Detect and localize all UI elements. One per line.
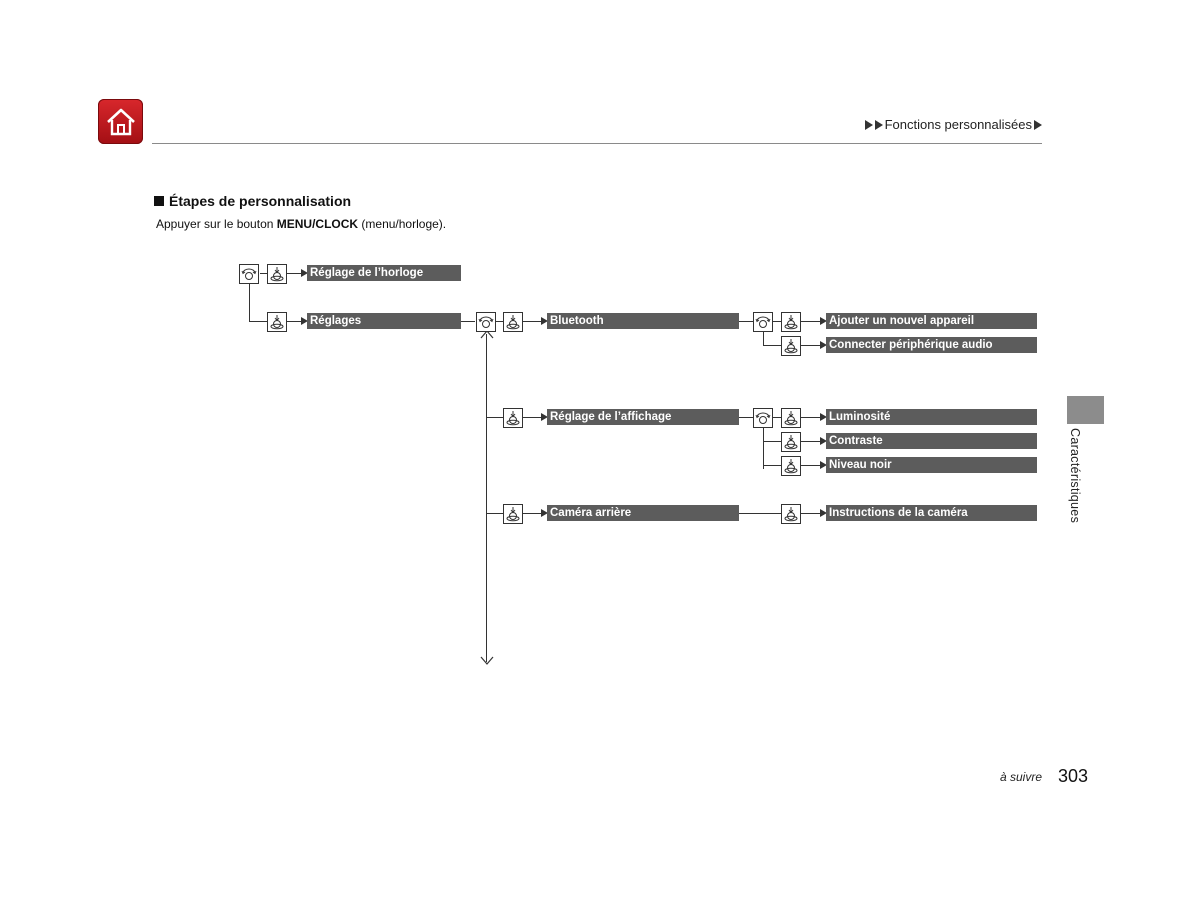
connector-line	[763, 465, 781, 466]
press-knob-icon	[504, 313, 522, 331]
connector-line	[773, 321, 781, 322]
rotate-knob-button	[753, 408, 773, 428]
breadcrumb-arrow-icon	[1034, 120, 1042, 130]
connector-line	[496, 321, 503, 322]
section-title	[154, 193, 351, 209]
connector-line	[486, 513, 504, 514]
intro-button-name: MENU/CLOCK	[276, 217, 359, 231]
press-knob-button	[781, 408, 801, 428]
menu-item-settings: Réglages	[307, 313, 461, 329]
press-knob-icon	[782, 505, 800, 523]
connector-line	[523, 321, 541, 322]
press-knob-icon	[782, 313, 800, 331]
menu-item-clock: Réglage de l’horloge	[307, 265, 461, 281]
press-knob-button	[267, 264, 287, 284]
breadcrumb-arrow-icon	[865, 120, 873, 130]
press-knob-icon	[504, 409, 522, 427]
breadcrumb[interactable]	[865, 117, 1042, 132]
press-knob-button	[781, 456, 801, 476]
connector-line	[523, 417, 541, 418]
continued-label: à suivre	[1000, 770, 1043, 784]
connector-line	[461, 321, 475, 322]
press-knob-icon	[268, 265, 286, 283]
intro-after: (menu/horloge).	[358, 217, 447, 231]
scroll-line	[486, 334, 487, 662]
square-bullet-icon	[154, 196, 164, 206]
chapter-tab[interactable]	[1067, 396, 1104, 424]
menu-item-camera-instructions: Instructions de la caméra	[826, 505, 1037, 521]
breadcrumb-label: Fonctions personnalisées	[884, 117, 1032, 132]
rotate-knob-icon	[477, 313, 495, 331]
rotate-knob-icon	[754, 409, 772, 427]
press-knob-button	[781, 336, 801, 356]
menu-item-bt-audio: Connecter périphérique audio	[826, 337, 1037, 353]
home-icon	[104, 105, 138, 139]
menu-item-display: Réglage de l’affichage	[547, 409, 739, 425]
connector-line	[249, 321, 267, 322]
menu-item-black-level: Niveau noir	[826, 457, 1037, 473]
connector-line	[763, 441, 781, 442]
chapter-tab-label: Caractéristiques	[1068, 428, 1082, 524]
connector-line	[739, 417, 753, 418]
menu-item-bt-add: Ajouter un nouvel appareil	[826, 313, 1037, 329]
connector-line	[763, 427, 764, 469]
connector-line	[801, 321, 820, 322]
connector-line	[249, 283, 250, 322]
connector-line	[801, 441, 820, 442]
connector-line	[773, 417, 781, 418]
press-knob-button	[781, 504, 801, 524]
connector-line	[739, 513, 781, 514]
menu-item-contrast: Contraste	[826, 433, 1037, 449]
connector-line	[801, 345, 820, 346]
connector-line	[287, 321, 301, 322]
connector-line	[260, 273, 267, 274]
press-knob-icon	[268, 313, 286, 331]
connector-line	[287, 273, 301, 274]
press-knob-button	[781, 432, 801, 452]
rotate-knob-button	[476, 312, 496, 332]
rotate-knob-icon	[240, 265, 258, 283]
menu-item-bluetooth: Bluetooth	[547, 313, 739, 329]
menu-item-brightness: Luminosité	[826, 409, 1037, 425]
rotate-knob-button	[753, 312, 773, 332]
connector-line	[801, 417, 820, 418]
connector-line	[801, 513, 820, 514]
press-knob-icon	[782, 409, 800, 427]
connector-line	[801, 465, 820, 466]
home-button[interactable]	[98, 99, 143, 144]
rotate-knob-button	[239, 264, 259, 284]
section-title-text: Étapes de personnalisation	[169, 193, 352, 209]
intro-before: Appuyer sur le bouton	[156, 217, 277, 231]
page-number: 303	[1058, 766, 1089, 786]
press-knob-button	[503, 408, 523, 428]
press-knob-button	[503, 312, 523, 332]
intro-text	[156, 217, 446, 231]
arrow-down-icon	[480, 656, 494, 666]
connector-line	[763, 345, 781, 346]
connector-line	[486, 417, 504, 418]
press-knob-button	[781, 312, 801, 332]
press-knob-icon	[504, 505, 522, 523]
press-knob-button	[503, 504, 523, 524]
breadcrumb-arrow-icon	[875, 120, 883, 130]
connector-line	[763, 331, 764, 346]
header-rule	[152, 143, 1042, 144]
press-knob-icon	[782, 433, 800, 451]
press-knob-icon	[782, 457, 800, 475]
connector-line	[739, 321, 753, 322]
connector-line	[523, 513, 541, 514]
press-knob-button	[267, 312, 287, 332]
press-knob-icon	[782, 337, 800, 355]
menu-item-camera: Caméra arrière	[547, 505, 739, 521]
rotate-knob-icon	[754, 313, 772, 331]
